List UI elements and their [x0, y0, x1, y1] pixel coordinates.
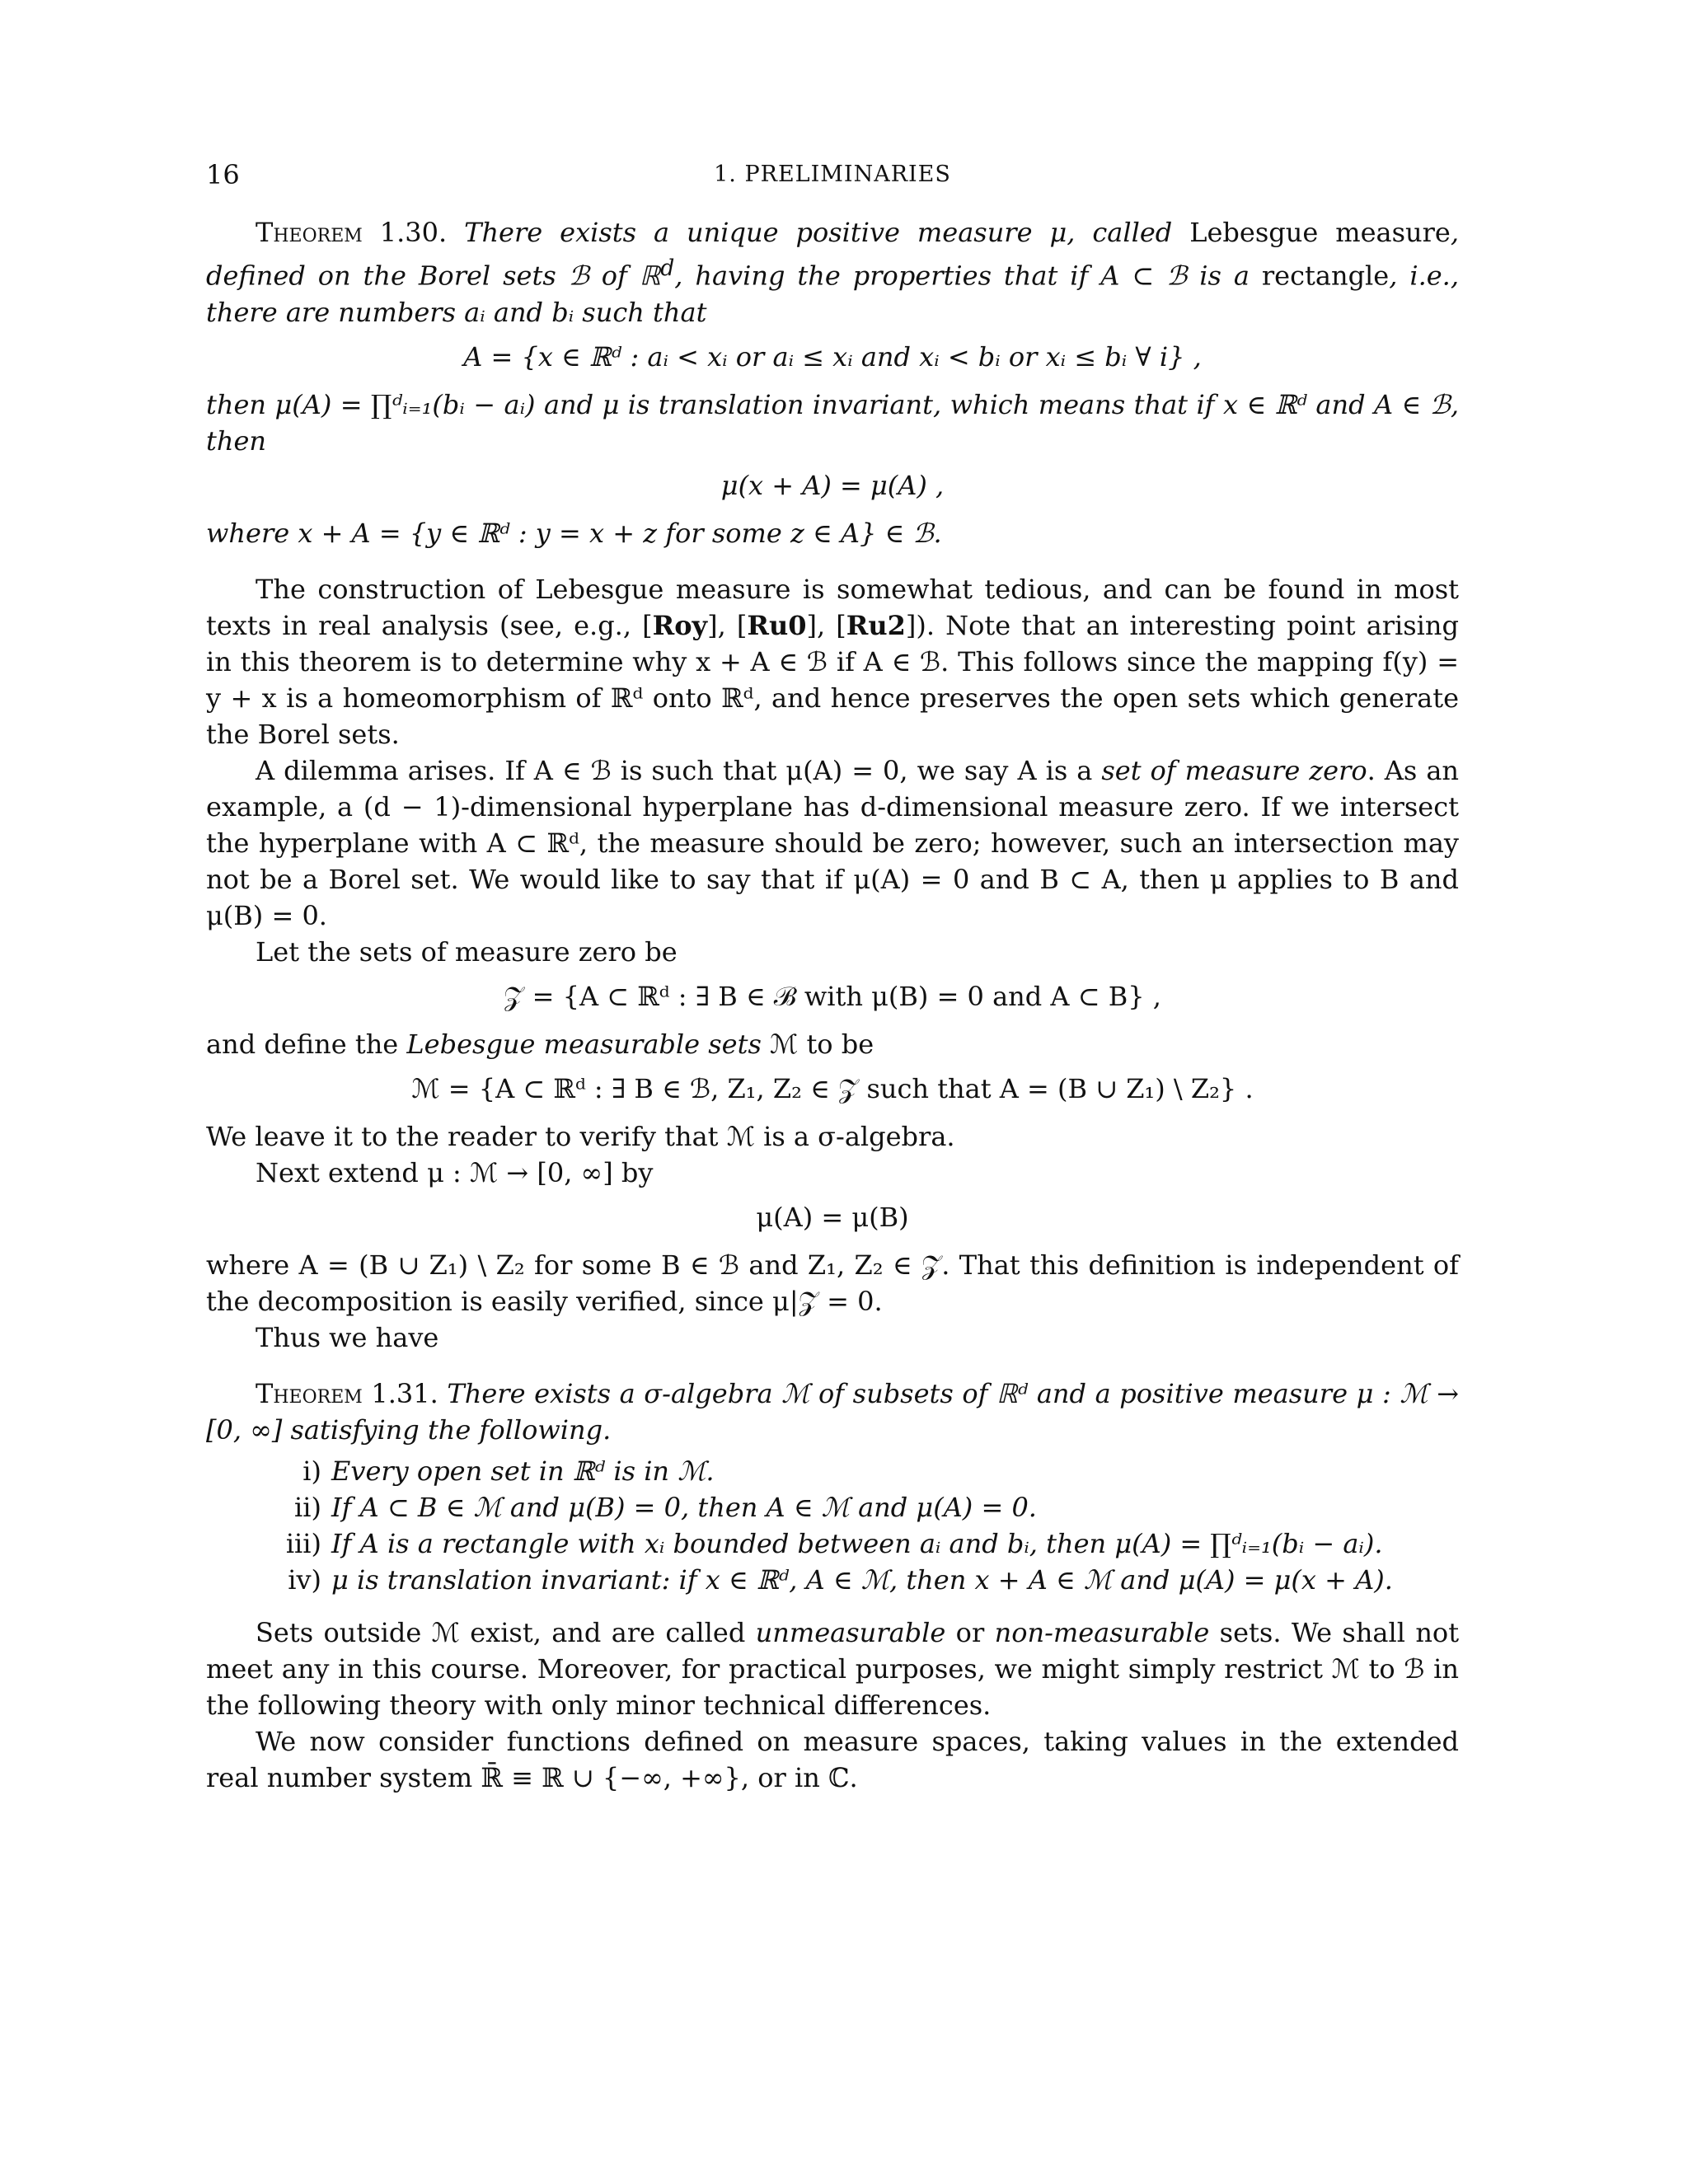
theorem-superscript: d — [660, 255, 675, 281]
paragraph-measurable — [206, 1026, 1459, 1062]
paragraph-text: ]). Note that an interesting point arising in this theorem is to determine why x + A ∈ ℬ if A ∈ ℬ. This follows since the mapping f(y) = y + x is a homeomorphism of ℝᵈ onto ℝᵈ, and hence preserves the open sets which generate the Borel sets. — [206, 609, 1460, 750]
citation: Ru2 — [846, 609, 906, 641]
paragraph-text: A dilemma arises. If A ∈ ℬ is such that μ(A) = 0, we say A is a — [256, 754, 1093, 786]
display-equation: μ(x + A) = μ(A) , — [720, 469, 945, 501]
theorem-text: , i.e., there are numbers aᵢ and bᵢ such that — [206, 260, 1460, 328]
item-number: iv) — [288, 1563, 321, 1596]
theorem-term: Lebesgue measure — [1189, 217, 1451, 248]
item-number: iii) — [285, 1527, 321, 1559]
theorem-text: where x + A = {y ∈ ℝᵈ : y = x + z for some z ∈ A} ∈ ℬ. — [206, 517, 942, 549]
theorem-1-30 — [206, 214, 1459, 330]
paragraph-text: ], [ — [806, 609, 846, 641]
theorem-text: There exists a unique positive measure μ, called — [464, 217, 1173, 248]
paragraph-text: The construction of Lebesgue measure is somewhat tedious, and can be found in most texts in real analysis (see, e.g., [ — [206, 573, 1459, 641]
defined-term: unmeasurable — [755, 1616, 946, 1648]
paragraph-text: or — [955, 1616, 985, 1648]
paragraph-text: Sets outside ℳ exist, and are called — [256, 1616, 746, 1648]
paragraph-functions: We now consider functions defined on measure spaces, taking values in the extended real number system ℝ̄ ≡ ℝ ∪ {−∞, +∞}, or in ℂ. — [206, 1725, 1459, 1793]
theorem-text: There exists a σ-algebra ℳ of subsets of ℝᵈ and a positive measure μ : ℳ → [0, ∞] satisfying the following. — [206, 1377, 1459, 1446]
theorem-text: , having the properties that if A ⊂ ℬ is a — [674, 260, 1250, 292]
paragraph-text: . As an example, a (d − 1)-dimensional hyperplane has d-dimensional measure zero. If we intersect the hyperplane with A ⊂ ℝᵈ, the measure should be zero; however, such an intersection may not be a Borel set. We would like to say that if μ(A) = 0 and B ⊂ A, then μ applies to B and μ(B) = 0. — [206, 754, 1460, 931]
list-item — [206, 1489, 1459, 1526]
list-item — [206, 1453, 1459, 1489]
display-equation: 𝒵 = {A ⊂ ℝᵈ : ∃ B ∈ ℬ with μ(B) = 0 and A ⊂ B} , — [504, 980, 1161, 1012]
paragraph-sigma: We leave it to the reader to verify that ℳ is a σ-algebra. — [206, 1120, 955, 1152]
item-number: i) — [302, 1455, 321, 1487]
page-number: 16 — [206, 159, 240, 190]
item-text: μ is translation invariant: if x ∈ ℝᵈ, A ∈ ℳ, then x + A ∈ ℳ and μ(A) = μ(x + A). — [331, 1563, 1393, 1596]
theorem-text: , defined on the Borel sets ℬ of ℝ — [206, 217, 1460, 292]
display-equation: ℳ = {A ⊂ ℝᵈ : ∃ B ∈ ℬ, Z₁, Z₂ ∈ 𝒵 such that A = (B ∪ Z₁) \ Z₂} . — [411, 1072, 1254, 1104]
chapter-title: 1. PRELIMINARIES — [714, 162, 951, 187]
paragraph-text: sets. We shall not meet any in this course. Moreover, for practical purposes, we might simply restrict ℳ to ℬ in the following theory with only minor technical differences. — [206, 1616, 1460, 1721]
theorem-text: then μ(A) = ∏ᵈᵢ₌₁(bᵢ − aᵢ) and μ is translation invariant, which means that if x ∈ ℝᵈ and A ∈ ℬ, then — [206, 388, 1459, 457]
citation: Ru0 — [747, 609, 807, 641]
display-equation: μ(A) = μ(B) — [756, 1201, 909, 1233]
theorem-item-list — [206, 1453, 1459, 1598]
list-item — [206, 1526, 1459, 1562]
paragraph-zero-sets: Let the sets of measure zero be — [256, 935, 678, 968]
theorem-term: rectangle — [1261, 260, 1390, 292]
item-number: ii) — [294, 1491, 321, 1523]
paragraph-dilemma — [206, 752, 1459, 934]
list-item — [206, 1562, 1459, 1598]
paragraph-thus: Thus we have — [256, 1321, 439, 1353]
paragraph-where: where A = (B ∪ Z₁) \ Z₂ for some B ∈ ℬ and Z₁, Z₂ ∈ 𝒵. That this definition is independent of the decomposition is easily verified, since μ|𝒵 = 0. — [206, 1249, 1459, 1317]
defined-term: Lebesgue measurable sets — [406, 1028, 762, 1060]
paragraph-text: ℳ to be — [770, 1028, 874, 1060]
paragraph-text: ], [ — [707, 609, 748, 641]
item-text: Every open set in ℝᵈ is in ℳ. — [331, 1455, 715, 1487]
running-head — [206, 157, 1459, 193]
paragraph-extend: Next extend μ : ℳ → [0, ∞] by — [256, 1156, 654, 1188]
item-text: If A is a rectangle with xᵢ bounded between aᵢ and bᵢ, then μ(A) = ∏ᵈᵢ₌₁(bᵢ − aᵢ). — [331, 1527, 1383, 1559]
paragraph-construction — [206, 571, 1459, 752]
defined-term: set of measure zero — [1101, 754, 1367, 786]
paragraph-outside — [206, 1615, 1459, 1723]
citation: Roy — [652, 609, 708, 641]
paragraph-text: and define the — [206, 1028, 399, 1060]
document-page — [206, 157, 1459, 1796]
theorem-1-31 — [206, 1376, 1459, 1448]
theorem-label: Theorem 1.30. — [256, 217, 448, 248]
defined-term: non-measurable — [994, 1616, 1210, 1648]
display-equation: A = {x ∈ ℝᵈ : aᵢ < xᵢ or aᵢ ≤ xᵢ and xᵢ < bᵢ or xᵢ ≤ bᵢ ∀ i} , — [463, 340, 1202, 373]
theorem-label: Theorem 1.31. — [256, 1377, 438, 1409]
item-text: If A ⊂ B ∈ ℳ and μ(B) = 0, then A ∈ ℳ and μ(A) = 0. — [331, 1491, 1037, 1523]
